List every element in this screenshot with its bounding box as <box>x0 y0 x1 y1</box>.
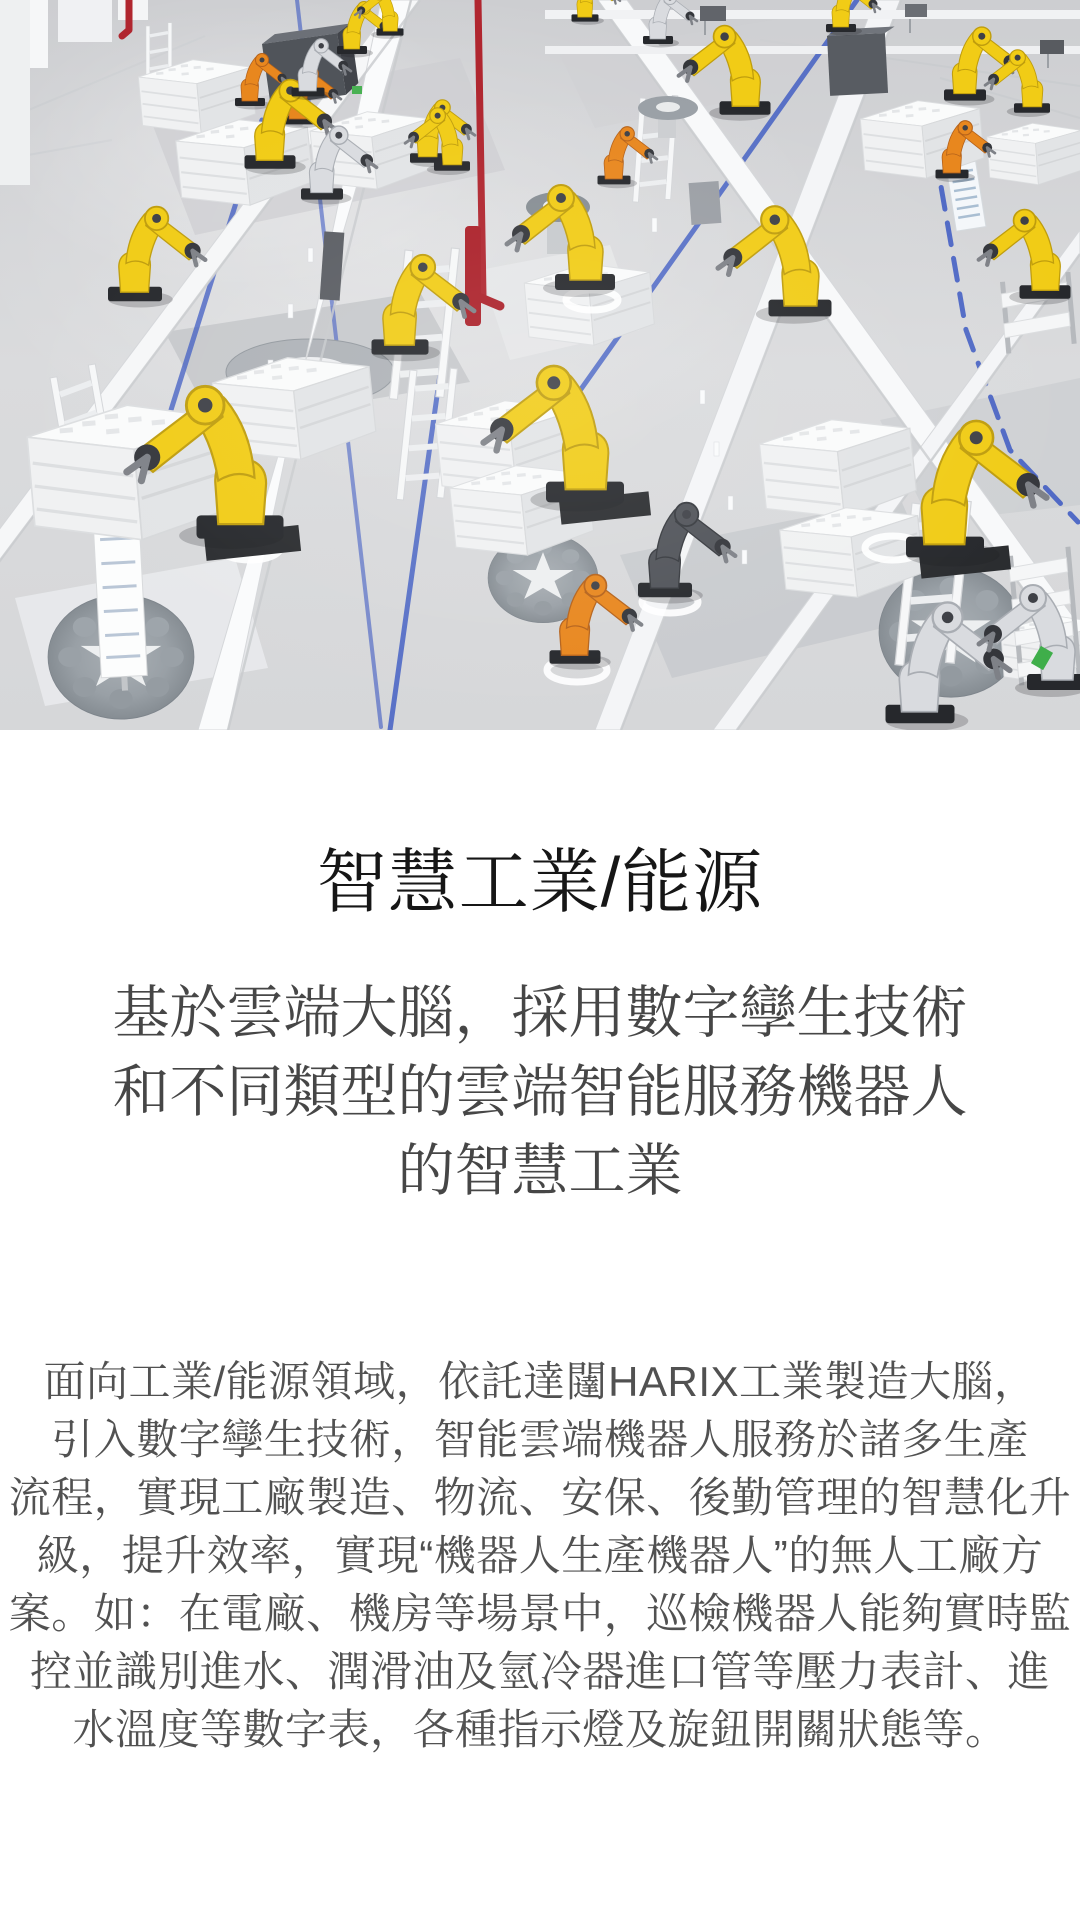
subtitle-line: 和不同類型的雲端智能服務機器人 <box>112 1060 968 1124</box>
body-line: 案。如：在電廠、機房等場景中，巡檢機器人能夠實時監 <box>8 1590 1072 1637</box>
subtitle-line: 的智慧工業 <box>397 1139 683 1203</box>
body-line: 流程，實現工廠製造、物流、安保、後勤管理的智慧化升 <box>8 1474 1072 1521</box>
body-line: 控並識別進水、潤滑油及氫冷器進口管等壓力表計、進 <box>29 1648 1050 1695</box>
body-line: 水溫度等數字表，各種指示燈及旋鈕開關狀態等。 <box>72 1706 1008 1753</box>
factory-video-frame <box>0 0 1080 730</box>
subtitle-line: 基於雲端大腦，採用數字孿生技術 <box>112 981 968 1045</box>
section-body <box>0 1353 1080 1759</box>
section-subtitle <box>0 974 1080 1211</box>
section-content <box>0 840 1080 1759</box>
factory-scene-graphic <box>0 0 1080 730</box>
body-line: 引入數字孿生技術，智能雲端機器人服務於諸多生產 <box>51 1416 1029 1463</box>
body-line: 級，提升效率，實現“機器人生產機器人”的無人工廠方 <box>36 1532 1044 1579</box>
body-line: 面向工業/能源領域，依託達闥HARIX工業製造大腦， <box>43 1358 1037 1405</box>
section-title: 智慧工業/能源 <box>316 843 764 921</box>
